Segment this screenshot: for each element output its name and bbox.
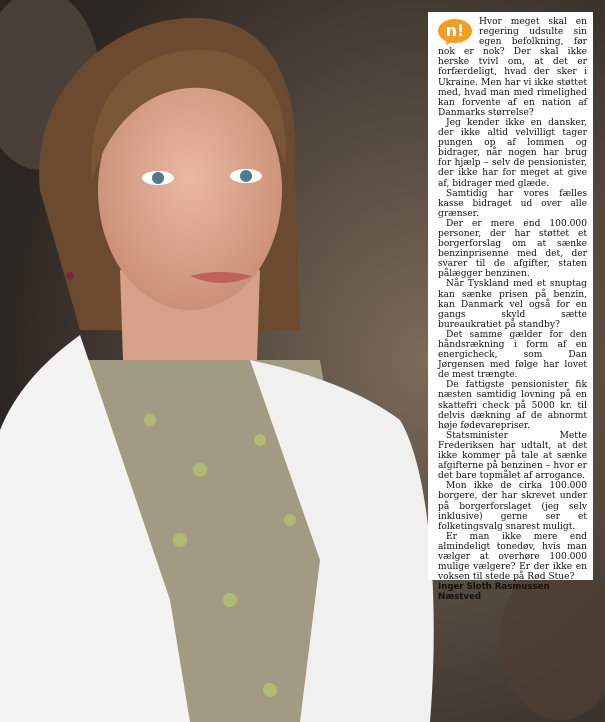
author-name: Inger Sloth Rasmussen xyxy=(438,582,550,593)
letter-paragraph: Når Tyskland med et snuptag kan sænke prisen på benzin, kan Danmark vel også for en gangs skyld sætte bureaukratiet på standby? xyxy=(438,279,587,330)
letter-paragraph: Statsminister Mette Frederiksen har udtalt, at det ikke kommer på tale at sænke afgifterne på benzinen – hvor er det bare topmålet af arrogance. xyxy=(438,430,587,482)
letter-paragraph: Hvor meget skal en regering udsulte sin egen befolkning, før nok er nok? Der skal ikke herske tvivl om, at det er forfærdeligt, hvad der sker i Ukraine. Men har vi ikke støttet med, hvad man med rimelighed kan forvente af en nation af Danmarks størrelse? xyxy=(438,17,587,118)
letter-paragraph: Det samme gælder for den håndsrækning i form af en energicheck, som Dan Jørgensen med følge har lovet de mest trængte. xyxy=(438,329,587,381)
letter-paragraph: Jeg kender ikke en dansker, der ikke altid velvilligt tager pungen op af lommen og bidrager, når nogen har brug for hjælp – selv de pensionister, der ikke har for meget at give af, bidrager med glæde. xyxy=(438,117,587,189)
badge-label: n! xyxy=(438,19,472,43)
reader-letter xyxy=(428,12,593,603)
letter-paragraph: Er man ikke mere end almindeligt tonedøv, hvis man vælger at overhøre 100.000 mulige vælgere? Er der ikke en voksen til stede på Rød Stue? xyxy=(438,531,587,583)
letter-paragraph: Samtidig har vores fælles kasse bidraget ud over alle grænser. xyxy=(438,188,587,219)
letter-paragraph: Mon ikke de cirka 100.000 borgere, der har skrevet under på borgerforslaget (jeg selv inklusive) gerne ser et folketingsvalg snarest muligt. xyxy=(438,481,587,532)
letter-paragraph: De fattigste pensionister fik næsten samtidig lovning på en skattefri check på 5000 kr. til delvis dækning af de abnormt høje fødevarepriser. xyxy=(438,380,587,431)
letter-paragraph: Der er mere end 100.000 personer, der har støttet et borgerforslag om at sænke benzinprisenne med det, der svarer til de afgifter, staten pålægger benzinen. xyxy=(438,218,587,280)
author-city: Næstved xyxy=(438,592,482,603)
n-badge-icon xyxy=(438,19,474,45)
